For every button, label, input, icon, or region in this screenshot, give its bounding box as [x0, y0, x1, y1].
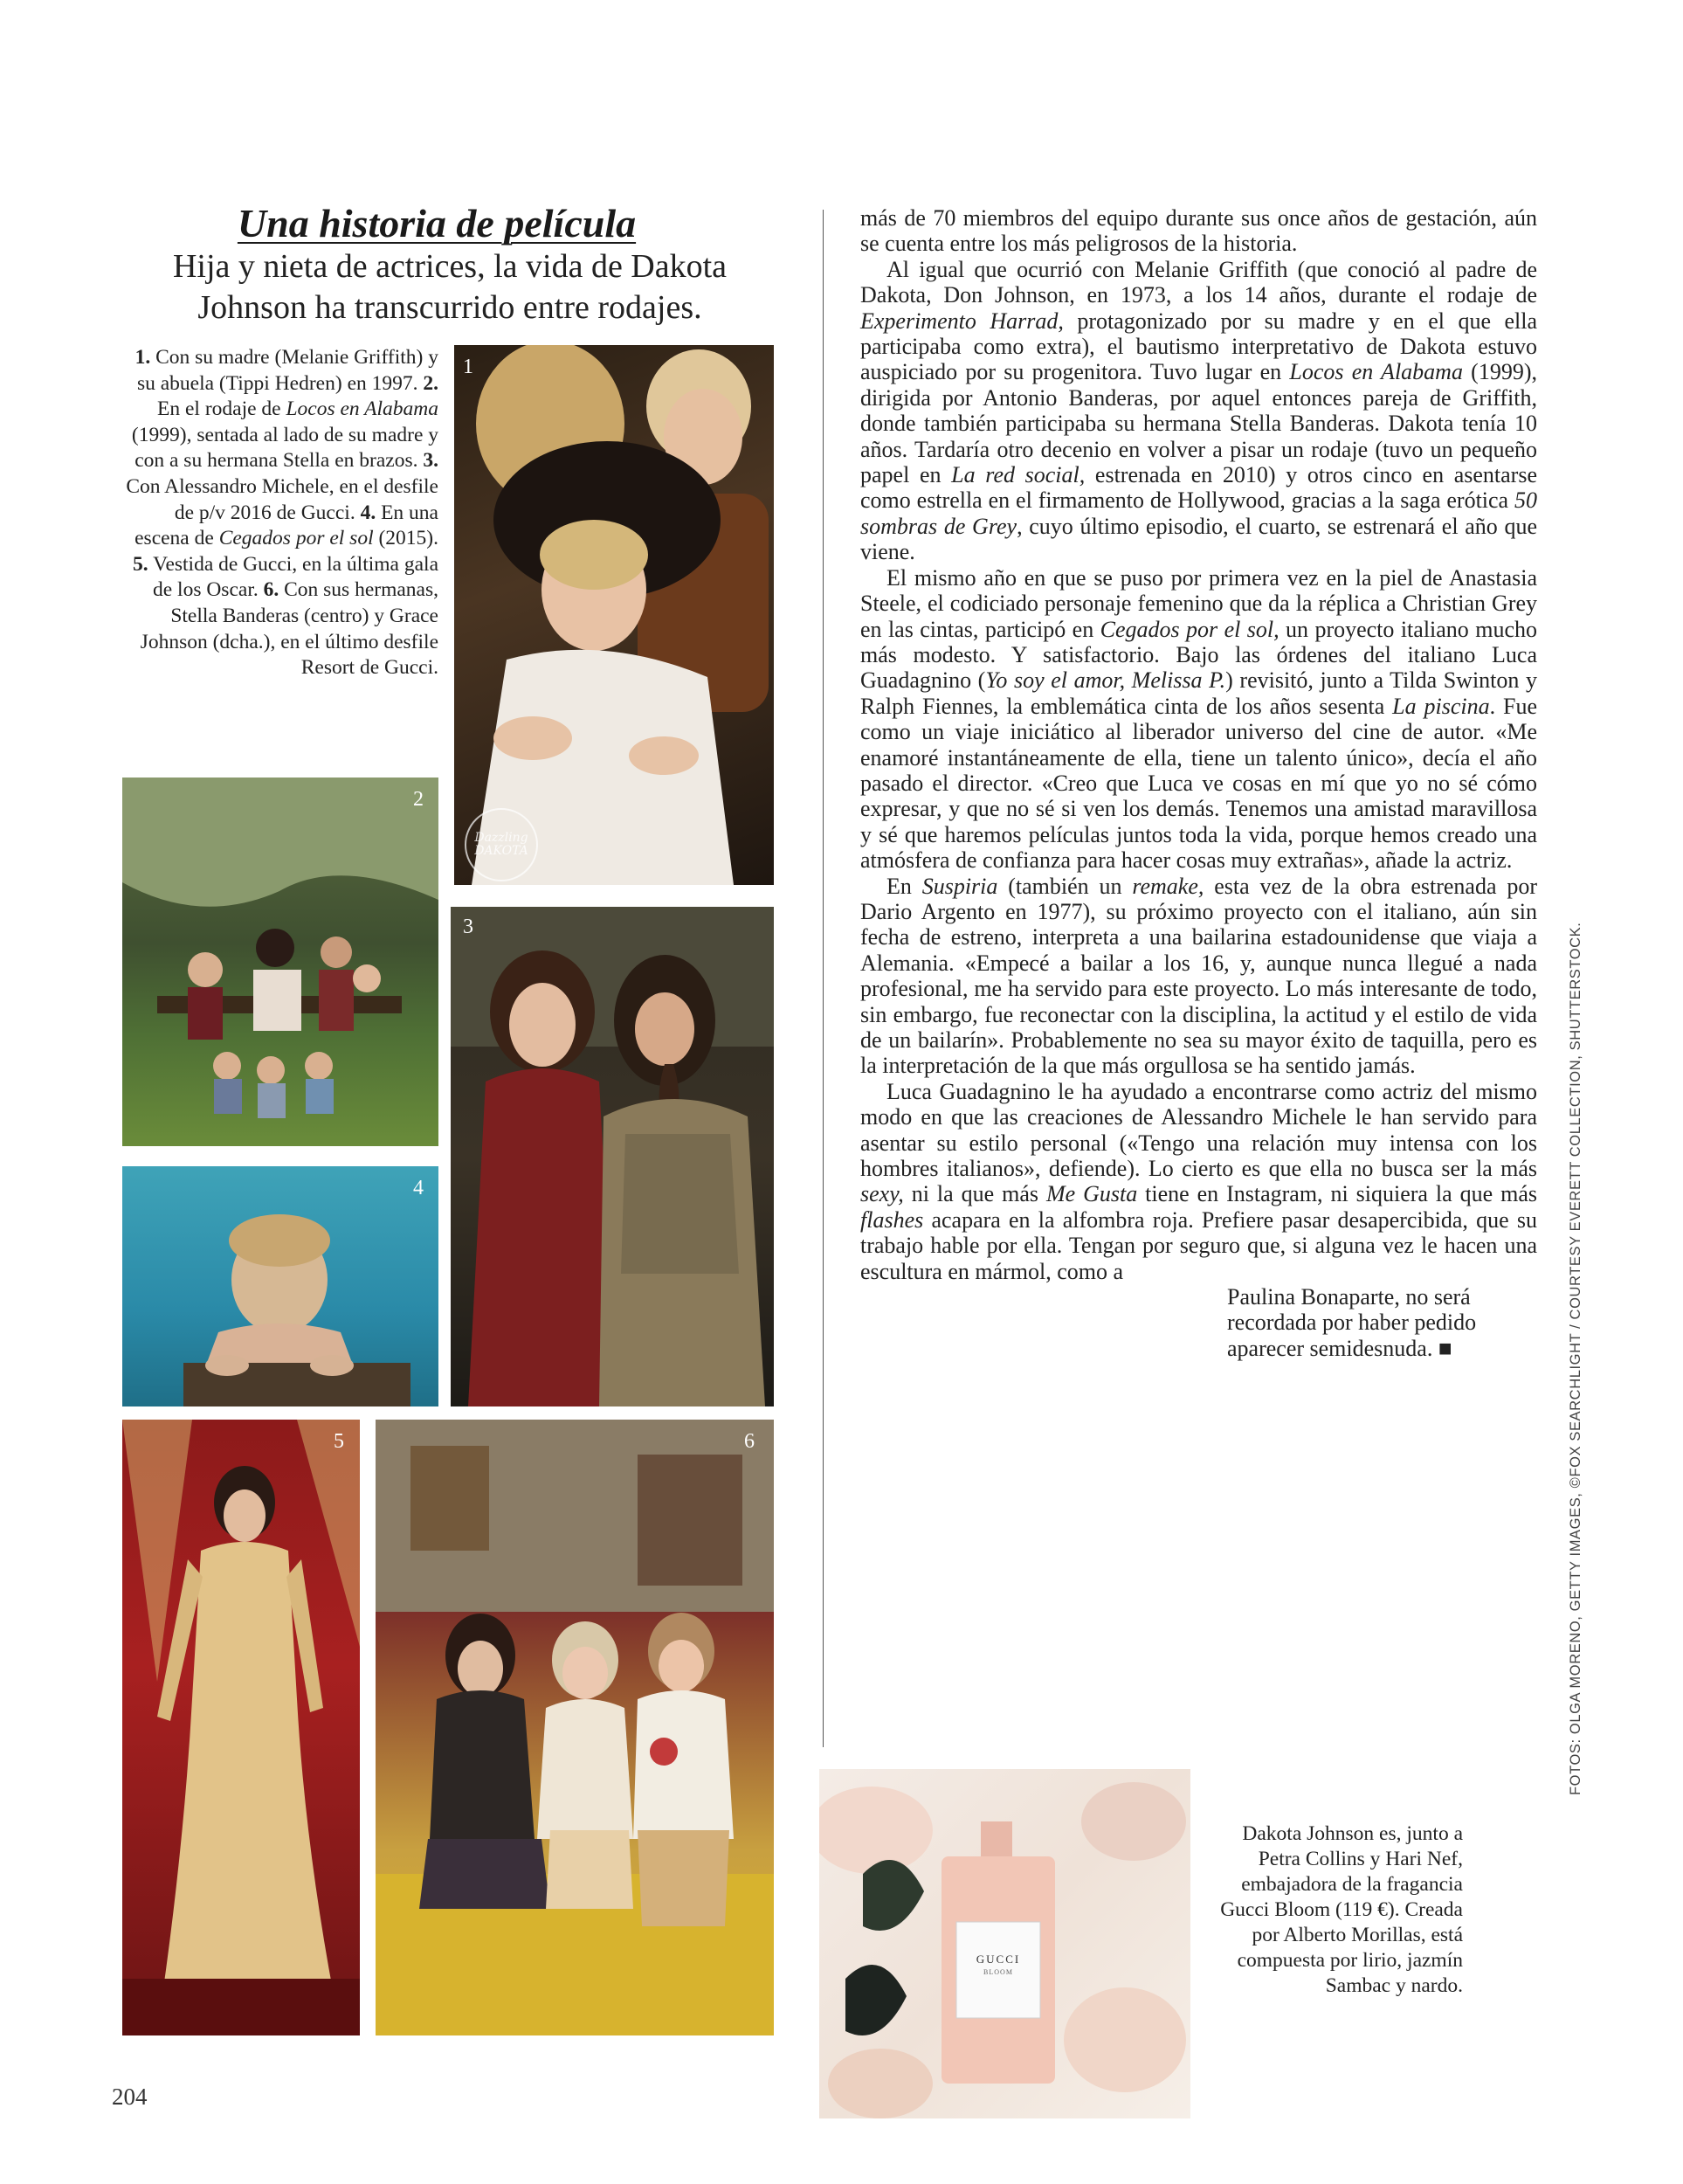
caption-text-6: Con sus hermanas, Stella Banderas (centro) y Grace Johnson (dcha.), en el último desfile Resort de Gucci.	[140, 578, 438, 680]
photo-3-gucci-show	[451, 907, 774, 1406]
photo-5-oscars	[122, 1420, 360, 2035]
photo-6-sisters	[376, 1420, 774, 2035]
caption-text-5: Vestida de Gucci, en la última gala de los Oscar.	[148, 552, 438, 602]
photo-6-illustration	[376, 1420, 774, 2035]
perfume-illustration	[819, 1769, 1190, 2118]
photo-5-illustration	[122, 1420, 360, 2035]
caption-num-3: 3.	[423, 449, 438, 473]
column-rule	[823, 210, 824, 1747]
photo-1-illustration	[454, 345, 774, 885]
photo-credit: FOTOS: OLGA MORENO, GETTY IMAGES, ©FOX SEARCHLIGHT / COURTESY EVERETT COLLECTION, SHUTTERSTOCK.	[1568, 922, 1583, 1795]
caption-num-5: 5.	[133, 552, 148, 576]
caption-text-2: En el rodaje de	[157, 397, 286, 421]
caption-text-4: En una escena de	[135, 501, 438, 550]
caption-text-1: Con su madre (Melanie Griffith) y su abuela (Tippi Hedren) en 1997.	[136, 346, 438, 395]
sidebar-title: Una historia de película	[237, 201, 637, 245]
watermark-logo: Dazzling DAKOTA	[465, 808, 538, 881]
caption-italic-2: Locos en Alabama	[286, 397, 438, 421]
caption-num-4: 4.	[360, 501, 376, 524]
perfume-label-brand: GUCCI	[976, 1952, 1021, 1966]
article-body	[860, 205, 1537, 1361]
photo-number-2: 2	[413, 788, 424, 811]
caption-italic-4: Cegados por el sol	[218, 527, 374, 550]
photo-1-family	[454, 345, 774, 885]
article-paragraph-1: más de 70 miembros del equipo durante sus once años de gestación, aún se cuenta entre los más peligrosos de la historia.	[860, 205, 1537, 257]
article-paragraph-3: El mismo año en que se puso por primera vez en la piel de Anastasia Steele, el codiciado personaje femenino que da la réplica a Christian Grey en las cintas, participó en Cegados por el sol, un proyecto italiano mucho más modesto. Y satisfactorio. Bajo las órdenes del italiano Luca Guadagnino (Yo soy el amor, Melissa P.) revisitó, junto a Tilda Swinton y Ralph Fiennes, la emblemática cinta de los años sesenta La piscina. Fue como un viaje iniciático al liberador universo del cine de autor. «Me enamoré instantáneamente de ella, tiene un talento único», decía el año pasado el director. «Creo que Luca ve cosas en mí que yo no sé cómo expresar, y que no sé si ven los demás. Tenemos una amistad maravillosa y sé que haremos películas juntos toda la vida, porque hemos creado una atmósfera de confianza para hacer cosas muy extrañas», añade la actriz.	[860, 564, 1537, 874]
photo-4-illustration	[122, 1166, 438, 1406]
photo-perfume	[819, 1769, 1190, 2118]
caption-text-3: Con Alessandro Michele, en el desfile de p/v 2016 de Gucci.	[126, 474, 438, 524]
perfume-label-sub: BLOOM	[983, 1968, 1013, 1976]
article-paragraph-2: Al igual que ocurrió con Melanie Griffith (que conoció al padre de Dakota, Don Johnson, en 1973, a los 14 años, durante el rodaje de Experimento Harrad, protagonizado por su madre y en el que ella participaba como extra), el bautismo interpretativo de Dakota estuvo auspiciado por su progenitora. Tuvo lugar en Locos en Alabama (1999), dirigida por Antonio Banderas, por aquel entonces pareja de Griffith, donde también participaba su hermana Stella Banderas. Dakota tenía 10 años. Tardaría otro decenio en volver a pisar un rodaje (tuvo un pequeño papel en La red social, estrenada en 2010) y otros cinco en asentarse como estrella en el firmamento de Hollywood, gracias a la saga erótica 50 sombras de Grey, cuyo último episodio, el cuarto, se estrenará el año que viene.	[860, 256, 1538, 565]
article-paragraph-5: Luca Guadagnino le ha ayudado a encontrarse como actriz del mismo modo en que las creaciones de Alessandro Michele le han servido para asentar su estilo personal («Tengo una relación muy intensa con los hombres italianos», defiende). Lo cierto es que ella no busca ser la más sexy, ni la que más Me Gusta tiene en Instagram, ni siquiera la que más flashes acapara en la alfombra roja. Prefiere pasar desapercibida, que su trabajo hable por ella. Tengan por seguro que, si alguna vez le hacen una escultura en mármol, como a	[860, 1078, 1537, 1284]
caption-num-1: 1.	[135, 346, 151, 369]
photo-2-illustration	[122, 778, 438, 1146]
photo-number-5: 5	[334, 1430, 344, 1453]
caption-after-2: (1999), sentada al lado de su madre y con a su hermana Stella en brazos.	[131, 423, 438, 473]
caption-num-6: 6.	[263, 578, 279, 602]
sidebar-deck: Hija y nieta de actrices, la vida de Dakota Johnson ha transcurrido entre rodajes.	[172, 248, 728, 326]
photo-number-4: 4	[413, 1177, 424, 1199]
perfume-caption: Dakota Johnson es, junto a Petra Collins y Hari Nef, embajadora de la fragancia Gucci Bloom (119 €). Creada por Alberto Morillas, está compuesta por lirio, jazmín Sambac y nardo.	[1220, 1822, 1463, 1997]
photo-captions	[122, 345, 438, 681]
caption-after-4: (2015).	[373, 527, 438, 550]
article-paragraph-4: En Suspiria (también un remake, esta vez de la obra estrenada por Dario Argento en 1977), su próximo proyecto con el italiano, aún sin fecha de estreno, interpreta a una bailarina estadounidense que viaja a Alemania. «Empecé a bailar a los 16, y, aunque nunca llegué a nada profesional, me ha servido para este proyecto. Lo más interesante de todo, sin embargo, fue reconectar con la disciplina, la actitud y el estilo de vida de un bailarín». Probablemente no sea su mayor éxito de taquilla, pero es la interpretación de la que más orgullosa se ha sentido jamás.	[860, 873, 1537, 1079]
photo-number-6: 6	[744, 1430, 755, 1453]
page-number: 204	[112, 2084, 148, 2110]
article-ending: Paulina Bonaparte, no será recordada por haber pedido aparecer semidesnuda. ■	[1227, 1284, 1477, 1361]
photo-number-3: 3	[463, 916, 473, 938]
caption-num-2: 2.	[423, 371, 438, 395]
photo-2-film-set	[122, 778, 438, 1146]
photo-number-1: 1	[463, 356, 473, 378]
photo-4-pool-scene	[122, 1166, 438, 1406]
photo-3-illustration	[451, 907, 774, 1406]
